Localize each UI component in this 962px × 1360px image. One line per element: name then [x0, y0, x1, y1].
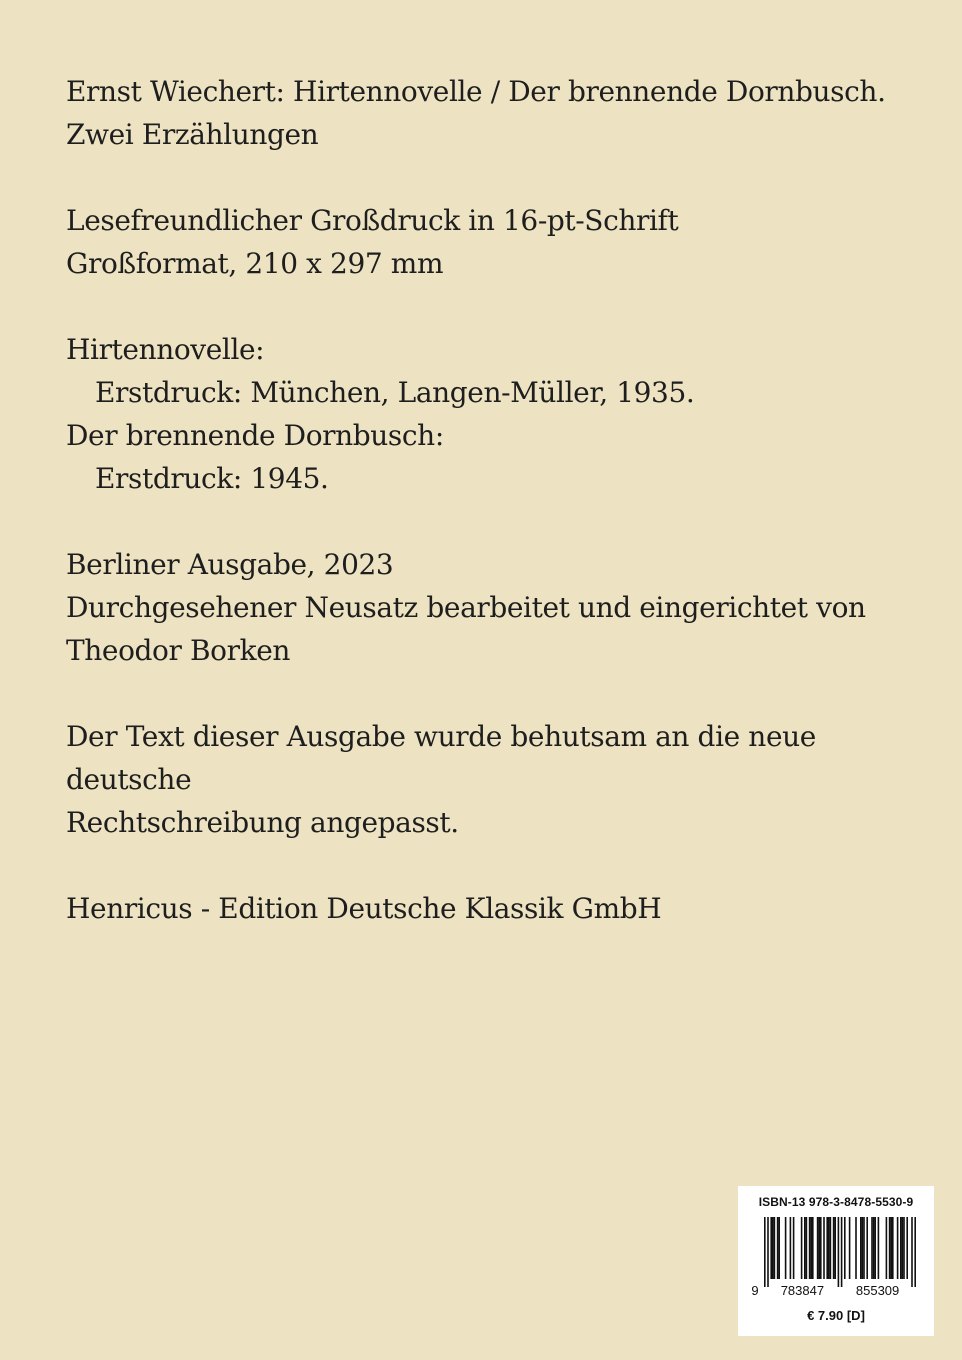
- barcode-bar: [849, 1217, 851, 1279]
- barcode-bar: [767, 1217, 769, 1287]
- barcode-bar: [812, 1217, 814, 1279]
- barcode-bar: [903, 1217, 905, 1279]
- format-line-1: Lesefreundlicher Großdruck in 16-pt-Schrift: [66, 204, 679, 237]
- barcode-label: [738, 1186, 934, 1336]
- barcode-bar: [818, 1217, 820, 1279]
- barcode-bar: [830, 1217, 832, 1279]
- barcode-bar: [862, 1217, 864, 1279]
- work1-title: Hirtennovelle:: [66, 333, 265, 366]
- barcode-bar: [878, 1217, 880, 1279]
- publisher: Henricus - Edition Deutsche Klassik GmbH: [66, 892, 662, 925]
- barcode-bar: [772, 1217, 774, 1279]
- barcode-bar: [785, 1217, 787, 1279]
- barcode-bar: [810, 1217, 812, 1279]
- barcode-bar: [886, 1217, 888, 1279]
- title-line-1: Ernst Wiechert: Hirtennovelle / Der brennende Dornbusch.: [66, 75, 886, 108]
- work2-first-edition: Erstdruck: 1945.: [95, 462, 329, 495]
- barcode-bar: [834, 1217, 836, 1279]
- work1-first-edition: Erstdruck: München, Langen-Müller, 1935.: [95, 376, 695, 409]
- barcode-bar: [793, 1217, 795, 1279]
- barcode-bar: [906, 1217, 908, 1279]
- barcode-bar: [804, 1217, 806, 1279]
- barcode-bar: [860, 1217, 862, 1279]
- barcode-bar: [900, 1217, 902, 1279]
- imprint-text: [66, 70, 926, 930]
- barcode-bar: [855, 1217, 857, 1279]
- barcode-bar: [890, 1217, 892, 1279]
- barcode-bar: [841, 1217, 843, 1287]
- barcode-bar: [863, 1217, 865, 1279]
- barcode-bar: [892, 1217, 894, 1279]
- barcode-bar: [820, 1217, 822, 1279]
- barcode-bar: [801, 1217, 803, 1279]
- barcode-bar: [897, 1217, 899, 1279]
- barcode-bar: [770, 1217, 772, 1279]
- barcode-bar: [844, 1217, 846, 1279]
- barcode-bar: [838, 1217, 840, 1287]
- spelling-note-line-1: Der Text dieser Ausgabe wurde behutsam an die neue deutsche: [66, 720, 816, 796]
- barcode-bar: [866, 1217, 868, 1279]
- barcode-bar: [902, 1217, 904, 1279]
- barcode-digits: 855309: [855, 1283, 900, 1298]
- spelling-note-line-2: Rechtschreibung angepasst.: [66, 806, 459, 839]
- barcode-bar: [914, 1217, 916, 1287]
- barcode-digits: 9: [751, 1283, 759, 1298]
- price-label: € 7.90 [D]: [807, 1308, 865, 1323]
- title-line-2: Zwei Erzählungen: [66, 118, 319, 151]
- barcode-bar: [833, 1217, 835, 1279]
- barcode-bar: [823, 1217, 825, 1279]
- edition-line-3: Theodor Borken: [66, 634, 290, 667]
- barcode-digits: 783847: [780, 1283, 825, 1298]
- barcode-bar: [873, 1217, 875, 1279]
- ean-barcode: [750, 1215, 922, 1305]
- barcode-bar: [817, 1217, 819, 1279]
- barcode-bar: [778, 1217, 780, 1279]
- barcode-bar: [871, 1217, 873, 1279]
- barcode-bar: [874, 1217, 876, 1279]
- format-line-2: Großformat, 210 x 297 mm: [66, 247, 444, 280]
- edition-line-2: Durchgesehener Neusatz bearbeitet und eingerichtet von: [66, 591, 866, 624]
- work2-title: Der brennende Dornbusch:: [66, 419, 444, 452]
- isbn-label: ISBN-13 978-3-8478-5530-9: [758, 1195, 914, 1209]
- barcode-bar: [889, 1217, 891, 1279]
- barcode-bar: [809, 1217, 811, 1279]
- barcode-bar: [774, 1217, 776, 1279]
- barcode-bar: [790, 1217, 792, 1279]
- barcode-bar: [911, 1217, 913, 1287]
- barcode-bar: [826, 1217, 828, 1279]
- barcode-bar: [828, 1217, 830, 1279]
- barcode-bar: [806, 1217, 808, 1279]
- barcode-bar: [764, 1217, 766, 1287]
- edition-line-1: Berliner Ausgabe, 2023: [66, 548, 394, 581]
- barcode-bar: [777, 1217, 779, 1279]
